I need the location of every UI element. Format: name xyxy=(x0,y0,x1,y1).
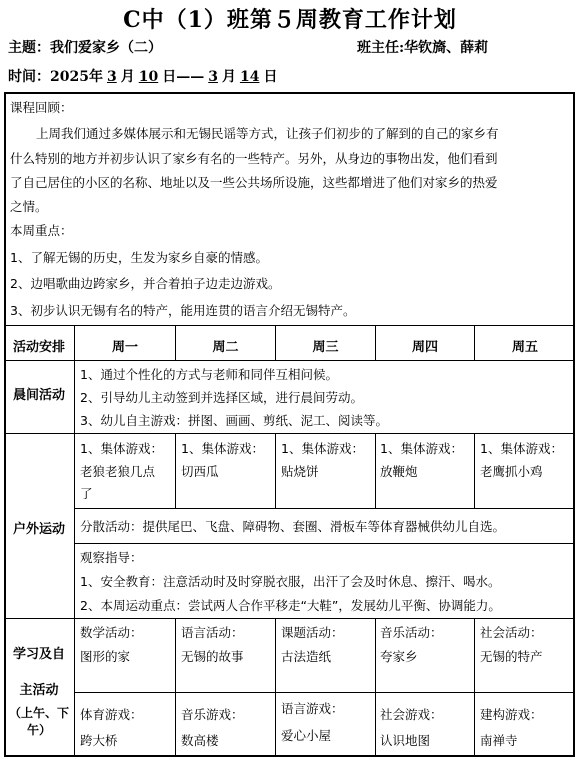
time-label: 时间： xyxy=(8,69,50,85)
theme-label: 主题： xyxy=(8,40,50,56)
time-year: 2025年 xyxy=(50,69,103,85)
outdoor-split-activity: 分散活动：提供尾巴、飞盘、障碍物、套圈、滑板车等体育器械供幼儿自选。 xyxy=(80,519,506,534)
day-header-mon: 周一 xyxy=(111,340,138,355)
study-game-type: 语言游戏： xyxy=(281,701,344,716)
study-game-type: 社会游戏： xyxy=(380,707,443,722)
observation-heading: 观察指导： xyxy=(80,550,143,565)
study-label: 主活动 xyxy=(19,683,59,698)
page-title: C中（1）班第５周教育工作计划 xyxy=(123,7,457,33)
time-month-start: 3 xyxy=(106,69,117,85)
outdoor-label: 户外运动 xyxy=(12,522,65,537)
time-month-start-unit: 月 xyxy=(120,69,135,85)
study-activity-name: 夸家乡 xyxy=(380,649,418,664)
review-paragraph-line: 上周我们通过多媒体展示和无锡民谣等方式，让孩子们初步的了解到的自己的家乡有 xyxy=(36,126,499,141)
study-game-type: 建构游戏： xyxy=(480,707,543,722)
outdoor-game-title: 1、集体游戏： xyxy=(80,441,163,456)
study-game-name: 数高楼 xyxy=(181,733,219,748)
time-separator: 日—— xyxy=(162,69,205,85)
outdoor-game-title: 1、集体游戏： xyxy=(281,441,364,456)
outdoor-game-title: 1、集体游戏： xyxy=(181,441,264,456)
focus-item: 1、了解无锡的历史，生发为家乡自豪的情感。 xyxy=(10,250,268,265)
study-game-type: 音乐游戏： xyxy=(181,707,244,722)
teacher-label: 班主任: xyxy=(357,40,405,56)
morning-label: 晨间活动 xyxy=(12,388,65,403)
study-activity-type: 数学活动： xyxy=(80,625,143,640)
outdoor-game-name: 切西瓜 xyxy=(181,464,219,479)
teacher-line xyxy=(357,37,488,57)
observation-item: 2、本周运动重点：尝试两人合作平移走“大鞋”，发展幼儿平衡、协调能力。 xyxy=(80,598,501,613)
study-label: 午） xyxy=(26,723,51,737)
study-activity-name: 古法造纸 xyxy=(281,649,332,664)
study-label: 学习及自 xyxy=(12,647,65,662)
review-paragraph-line: 了自己居住的小区的名称、地址以及一些公共场所设施，这些都增进了他们对家乡的热爱 xyxy=(10,175,498,190)
time-day-end: 14 xyxy=(239,69,260,85)
outdoor-game-name: 放鞭炮 xyxy=(380,464,418,479)
day-header-wed: 周三 xyxy=(312,340,339,355)
study-game-name: 认识地图 xyxy=(380,733,431,748)
study-label: （上午、下 xyxy=(8,706,69,720)
study-activity-type: 社会活动： xyxy=(480,625,543,640)
time-line xyxy=(8,66,277,86)
study-game-name: 跨大桥 xyxy=(80,733,118,748)
time-month-end-unit: 月 xyxy=(221,69,236,85)
teacher-value: 华钦旖、薛莉 xyxy=(404,40,489,56)
time-month-end: 3 xyxy=(208,69,218,85)
focus-item: 2、边唱歌曲边跨家乡，并合着拍子边走边游戏。 xyxy=(10,276,281,291)
study-activity-type: 音乐活动： xyxy=(380,625,443,640)
focus-heading: 本周重点： xyxy=(10,223,73,238)
theme-line xyxy=(8,37,162,57)
study-activity-type: 语言活动： xyxy=(181,625,244,640)
time-day-start: 10 xyxy=(138,69,159,85)
morning-item: 2、引导幼儿主动签到并选择区域，进行晨间劳动。 xyxy=(80,390,363,405)
schedule-label: 活动安排 xyxy=(12,340,65,355)
study-game-type: 体育游戏： xyxy=(80,707,143,722)
time-day-end-unit: 日 xyxy=(263,69,278,85)
outdoor-game-name: 老狼老狼几点 xyxy=(80,464,156,479)
outdoor-game-title: 1、集体游戏： xyxy=(480,441,563,456)
outdoor-game-name: 贴烧饼 xyxy=(281,464,319,479)
outdoor-game-name-cont: 了 xyxy=(80,486,93,501)
morning-item: 1、通过个性化的方式与老师和同伴互相问候。 xyxy=(80,367,338,382)
review-paragraph-line: 什么特别的地方并初步认识了家乡有名的一些特产。另外，从身边的事物出发，他们看到 xyxy=(10,151,498,166)
study-activity-name: 无锡的故事 xyxy=(181,649,244,664)
outdoor-game-title: 1、集体游戏： xyxy=(380,441,463,456)
study-activity-type: 课题活动： xyxy=(281,625,344,640)
morning-item: 3、幼儿自主游戏：拼图、画画、剪纸、泥工、阅读等。 xyxy=(80,413,388,428)
review-heading: 课程回顾： xyxy=(10,100,73,115)
study-game-name: 爱心小屋 xyxy=(281,728,332,743)
day-header-fri: 周五 xyxy=(511,340,538,355)
focus-item: 3、初步认识无锡有名的特产，能用连贯的语言介绍无锡特产。 xyxy=(10,303,356,318)
study-activity-name: 图形的家 xyxy=(80,649,131,664)
review-paragraph-line: 之情。 xyxy=(10,199,48,214)
day-header-tue: 周二 xyxy=(212,340,239,355)
theme-value: 我们爱家乡（二） xyxy=(50,40,162,56)
day-header-thu: 周四 xyxy=(411,340,438,355)
observation-item: 1、安全教育：注意活动时及时穿脱衣服，出汗了会及时休息、擦汗、喝水。 xyxy=(80,574,501,589)
outdoor-game-name: 老鹰抓小鸡 xyxy=(480,464,543,479)
study-activity-name: 无锡的特产 xyxy=(480,649,543,664)
study-game-name: 南禅寺 xyxy=(480,733,518,748)
